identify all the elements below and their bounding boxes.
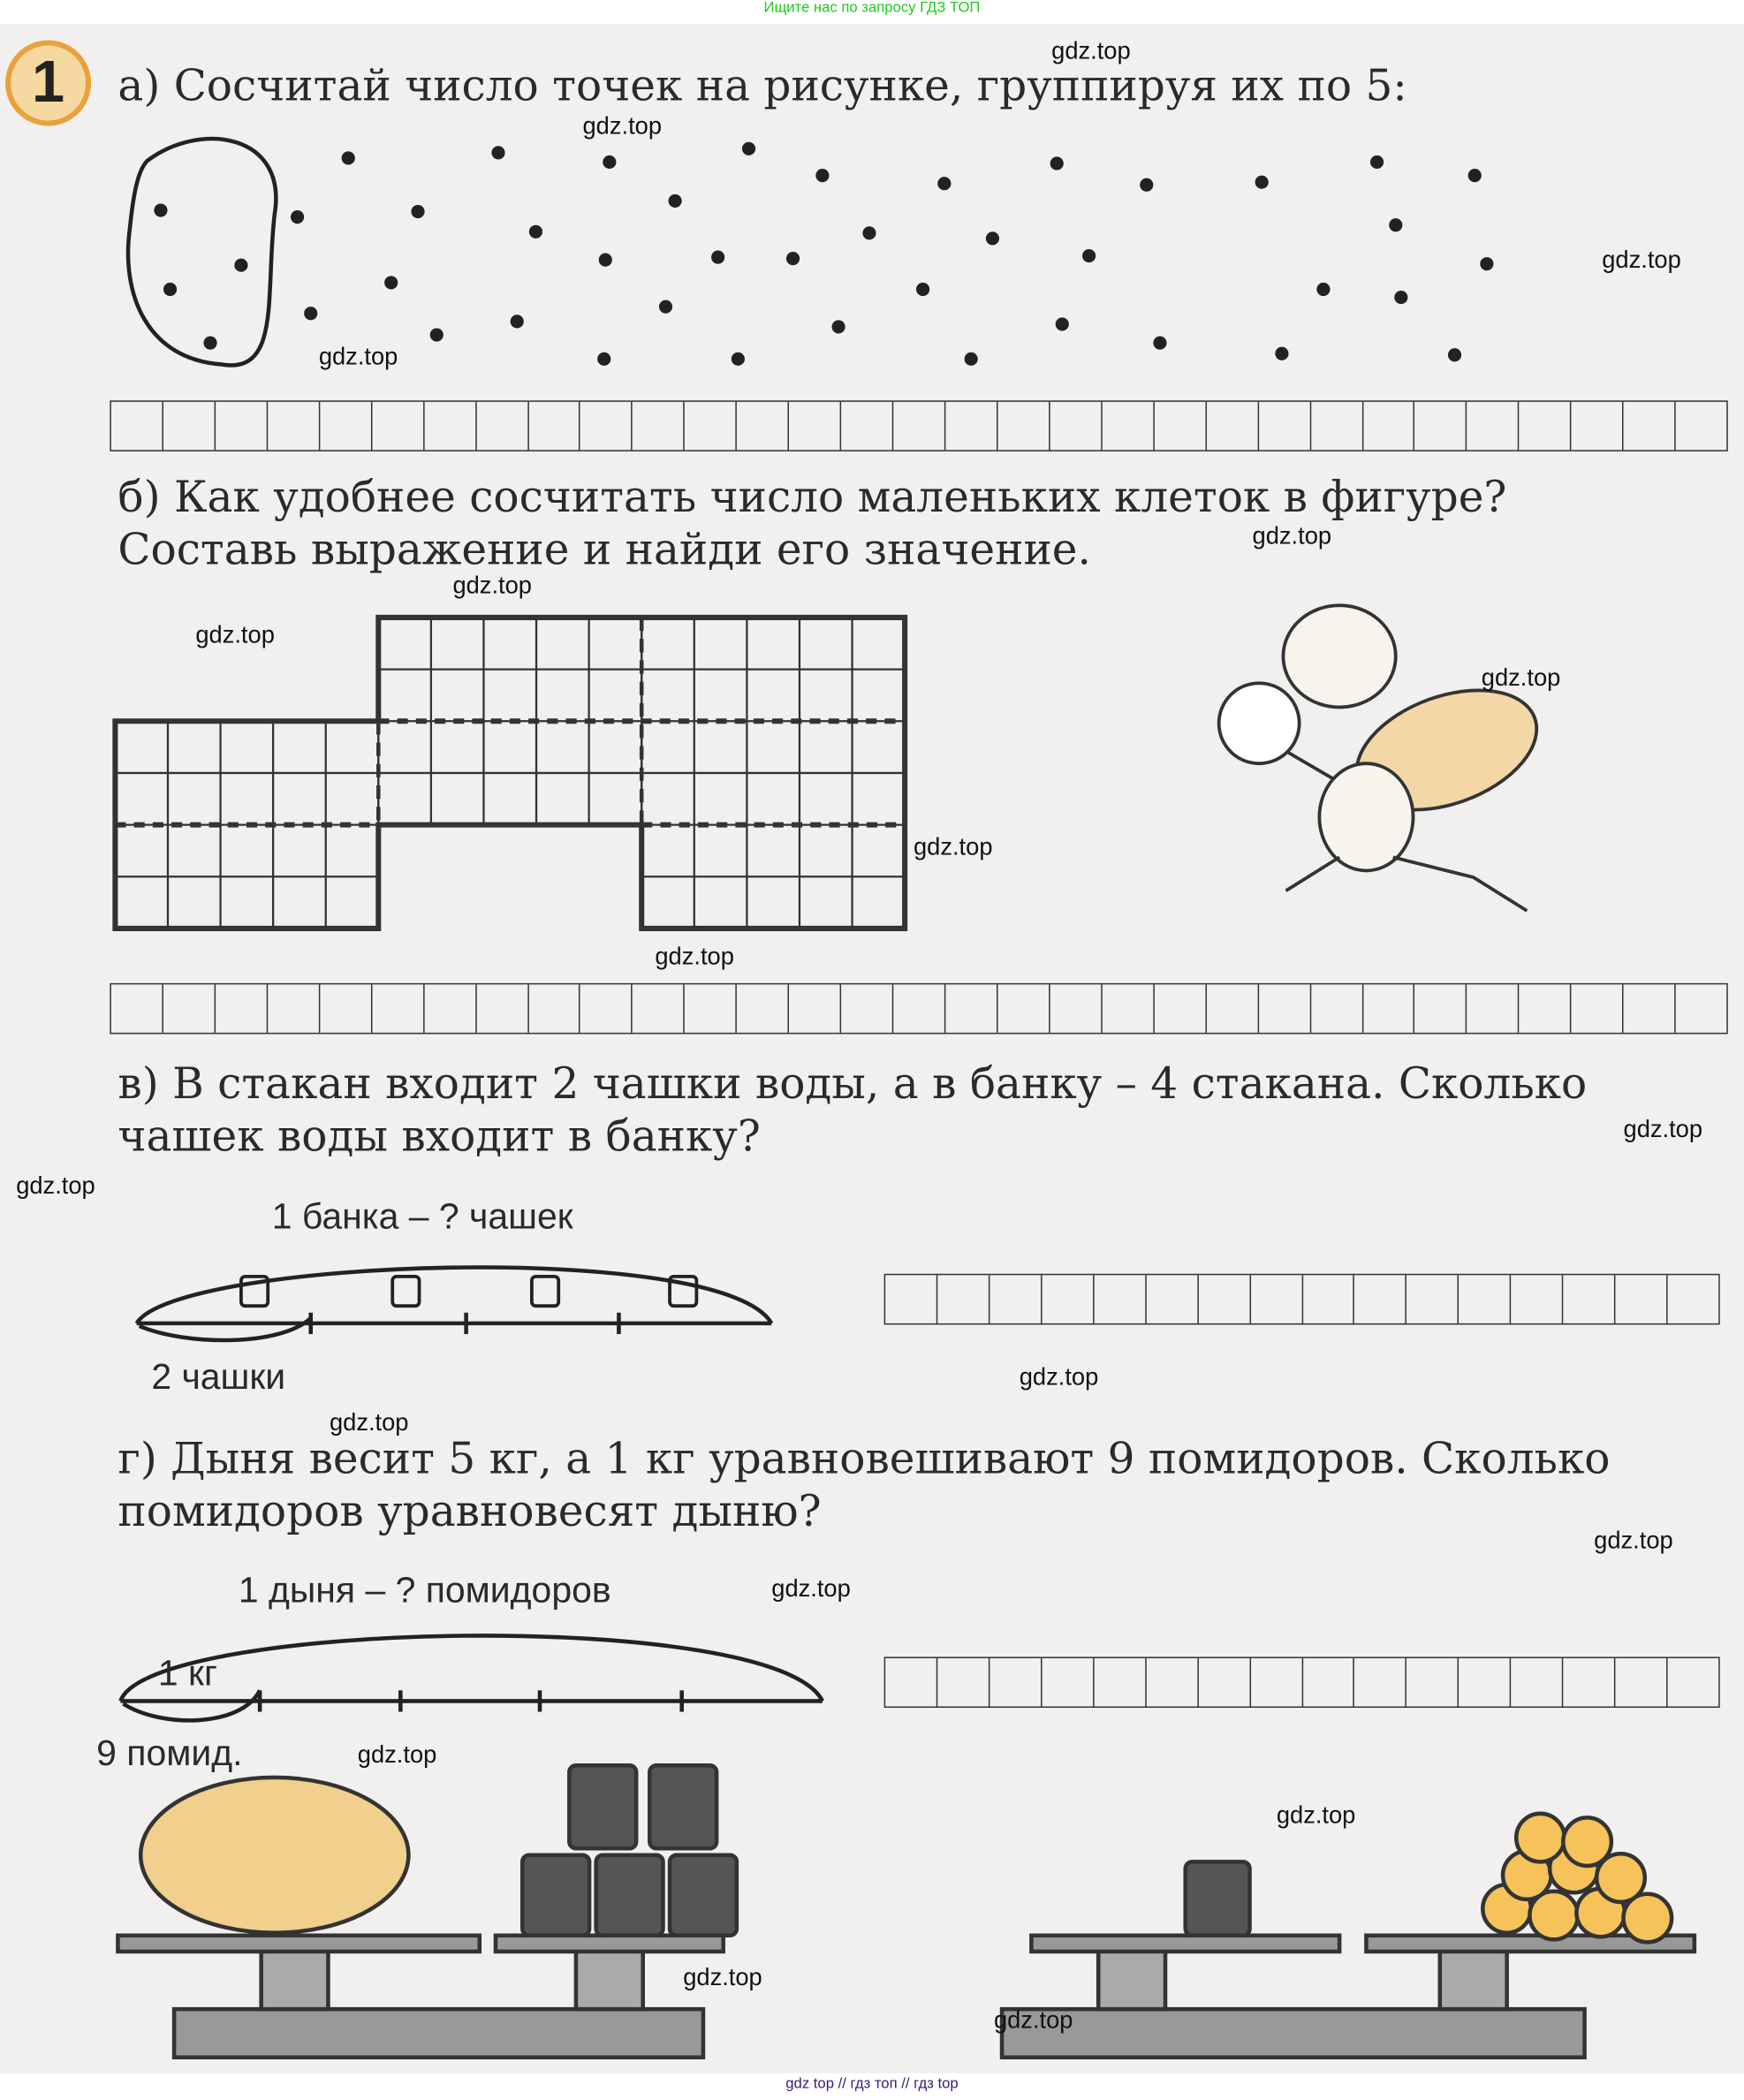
answer-cell[interactable] [1154,984,1206,1033]
melon-diagram-top-label: 1 дыня – ? помидоров [238,1569,611,1611]
answer-cell[interactable] [268,402,320,451]
answer-cell[interactable] [476,984,528,1033]
answer-cell[interactable] [216,984,268,1033]
answer-cell[interactable] [1354,1658,1407,1707]
watermark: gdz.top [16,1171,95,1199]
dots-group [154,142,1493,366]
dot [862,226,876,239]
dot [529,225,542,239]
watermark: gdz.top [357,1740,437,1769]
dot [1468,169,1482,182]
answer-cell[interactable] [1354,1275,1407,1323]
dot [430,328,444,341]
watermark: gdz.top [1051,37,1131,64]
dot [163,283,177,296]
task-a-text: а) Сосчитай число точек на рисунке, группируя их по 5: [118,60,1407,111]
answer-cell[interactable] [1198,1658,1250,1707]
answer-cell[interactable] [1512,1658,1564,1707]
watermark: gdz.top [195,621,275,648]
answer-cell[interactable] [1460,1275,1512,1323]
answer-cell[interactable] [841,402,893,451]
dot [659,300,672,314]
answer-cell[interactable] [528,402,580,451]
answer-cell[interactable] [1460,1658,1512,1707]
answer-cell[interactable] [633,402,685,451]
dot [1140,178,1153,192]
left-scale-illustration [118,1765,736,2058]
dot [234,259,247,272]
answer-cell[interactable] [1207,984,1259,1033]
answer-cell[interactable] [937,1275,990,1323]
tomato [1563,1817,1611,1866]
melon-diagram [120,1635,822,1720]
answer-cell[interactable] [633,984,685,1033]
jar-diagram-top-label: 1 банка – ? чашек [271,1195,573,1237]
answer-cell[interactable] [1668,1658,1719,1707]
answer-cell[interactable] [320,984,372,1033]
answer-cell[interactable] [841,984,893,1033]
answer-cell[interactable] [1094,1658,1146,1707]
dot [1316,283,1330,296]
answer-cell[interactable] [1616,1658,1668,1707]
answer-cell[interactable] [1302,1275,1354,1323]
answer-cell[interactable] [580,984,633,1033]
dot [1056,317,1069,330]
dot [342,151,355,164]
answer-cell[interactable] [1415,984,1467,1033]
task-b-line2: Составь выражение и найди его значение. [118,523,1091,575]
dot [597,353,610,366]
dot [965,353,978,366]
dot [1275,347,1288,360]
answer-cell[interactable] [424,984,476,1033]
answer-cell[interactable] [893,402,945,451]
answer-cell[interactable] [685,984,737,1033]
answer-cell[interactable] [580,402,633,451]
dot [1082,249,1096,262]
answer-cell[interactable] [997,402,1050,451]
dot [786,252,800,265]
dot [154,203,167,216]
answer-cell[interactable] [372,402,424,451]
answer-cell[interactable] [885,1658,937,1707]
answer-cell[interactable] [1311,984,1363,1033]
answer-cell[interactable] [1146,1658,1198,1707]
answer-cell[interactable] [737,984,789,1033]
watermark: gdz.top [1602,246,1681,274]
watermark: gdz.top [1623,1115,1703,1143]
answer-cell[interactable] [1363,402,1415,451]
dot [599,254,612,267]
dot [511,315,524,328]
answer-cell[interactable] [1564,1658,1616,1707]
answer-cell[interactable] [1154,402,1206,451]
dot [711,251,724,264]
answer-cell[interactable] [216,402,268,451]
answer-cell[interactable] [424,402,476,451]
watermark: gdz.top [913,833,993,860]
answer-cell[interactable] [1572,402,1624,451]
dot [1153,337,1166,350]
answer-cells-b[interactable] [110,983,1727,1035]
answer-cell[interactable] [1250,1275,1302,1323]
answer-cell[interactable] [789,402,841,451]
answer-cell[interactable] [1259,984,1311,1033]
jar-diagram-bottom-label: 2 чашки [151,1356,286,1398]
task-d-line1: г) Дыня весит 5 кг, а 1 кг уравновешивают 9 помидоров. Сколько [118,1433,1611,1484]
answer-cell[interactable] [1572,984,1624,1033]
answer-cell[interactable] [372,984,424,1033]
dot [1394,291,1407,304]
watermark: gdz.top [582,112,663,140]
dot [1255,176,1269,189]
answer-cell[interactable] [1311,402,1363,451]
answer-cell[interactable] [1564,1275,1616,1323]
answer-cell[interactable] [737,402,789,451]
watermark: gdz.top [452,572,532,599]
answer-cell[interactable] [1520,402,1572,451]
watermark: gdz.top [683,1963,762,1990]
answer-cell[interactable] [1512,1275,1564,1323]
answer-cell[interactable] [1259,402,1311,451]
watermark: gdz.top [1276,1801,1356,1829]
answer-cell[interactable] [163,984,216,1033]
answer-cell[interactable] [1668,1275,1719,1323]
answer-cell[interactable] [528,984,580,1033]
dot [304,307,317,320]
answer-cell[interactable] [1407,1658,1459,1707]
watermark: gdz.top [318,343,398,370]
dot [203,337,216,350]
answer-cell[interactable] [1050,402,1102,451]
answer-cell[interactable] [1198,1275,1250,1323]
answer-cell[interactable] [1407,1275,1459,1323]
answer-cell[interactable] [990,1658,1042,1707]
answer-cell[interactable] [1094,1275,1146,1323]
watermark: gdz.top [1481,663,1561,692]
answer-cell[interactable] [1676,402,1727,451]
melon-diagram-segment-label: 1 кг [157,1652,217,1694]
right-scale-illustration [1002,1814,1695,2058]
answer-cell[interactable] [945,402,997,451]
answer-cell[interactable] [1467,984,1520,1033]
answer-cell[interactable] [1250,1658,1302,1707]
answer-cell[interactable] [1616,1275,1668,1323]
answer-cell[interactable] [320,402,372,451]
answer-cell[interactable] [1207,402,1259,451]
task-d-line2: помидоров уравновесят дыню? [118,1485,822,1536]
answer-cells-c[interactable] [884,1274,1720,1325]
dot [742,142,755,155]
answer-cells-d[interactable] [884,1656,1720,1708]
task-c-line1: в) В стакан входит 2 чашки воды, а в банку – 4 стакана. Сколько [118,1058,1588,1110]
watermark: gdz.top [1019,1363,1099,1391]
dot [1370,155,1384,169]
answer-cell[interactable] [1415,402,1467,451]
watermark: gdz.top [655,943,734,970]
answer-cell[interactable] [1050,984,1102,1033]
answer-cell[interactable] [945,984,997,1033]
dot [1480,257,1493,270]
tomato [1516,1814,1565,1862]
answer-cell[interactable] [1042,1275,1094,1323]
dot [384,276,398,289]
jar-diagram [137,1268,772,1340]
bottom-note: gdz top // гдз топ // гдз top [785,2075,959,2093]
answer-cell[interactable] [1467,402,1520,451]
watermark: gdz.top [329,1408,409,1437]
task-b-line1: б) Как удобнее сосчитать число маленьких клеток в фигуре? [118,471,1507,523]
dot [986,231,999,245]
answer-cell[interactable] [1102,984,1154,1033]
dot [916,283,929,296]
answer-cell[interactable] [1102,402,1154,451]
answer-cell[interactable] [1146,1275,1198,1323]
dot [411,205,424,218]
exercise-number-badge: 1 [5,40,91,125]
dot [491,146,504,159]
answer-cell[interactable] [1520,984,1572,1033]
answer-cell[interactable] [990,1275,1042,1323]
dot [669,194,682,208]
grouping-loop [128,139,276,365]
watermark: gdz.top [1594,1527,1673,1554]
answer-cells-a[interactable] [110,400,1727,451]
answer-cell[interactable] [1302,1658,1354,1707]
task-c-line2: чашек воды входит в банку? [118,1110,761,1162]
answer-cell[interactable] [111,984,163,1033]
watermark: gdz.top [771,1574,851,1603]
answer-cell[interactable] [1042,1658,1094,1707]
dot [1448,348,1461,361]
dot [1050,156,1064,170]
answer-cell[interactable] [111,402,163,451]
dot [831,320,845,333]
answer-cell[interactable] [1624,402,1676,451]
answer-cell[interactable] [937,1658,990,1707]
answer-cell[interactable] [1676,984,1727,1033]
dot [815,169,829,182]
watermark: gdz.top [1252,522,1332,550]
dot [732,353,745,366]
dot [937,177,951,190]
answer-cell[interactable] [163,402,216,451]
answer-cell[interactable] [997,984,1050,1033]
dot [603,155,616,169]
melon-diagram-bottom-label: 9 помид. [96,1732,243,1774]
watermark: gdz.top [993,2006,1073,2034]
dot [291,210,304,224]
dot [1389,218,1402,231]
answer-cell[interactable] [1624,984,1676,1033]
top-note: Ищите нас по запросу ГДЗ ТОП [763,0,981,17]
answer-cell[interactable] [885,1275,937,1323]
cell-figure [115,618,905,929]
answer-cell[interactable] [476,402,528,451]
answer-cell[interactable] [685,402,737,451]
bee-with-magnifier-illustration [1219,605,1553,911]
answer-cell[interactable] [789,984,841,1033]
answer-cell[interactable] [1363,984,1415,1033]
answer-cell[interactable] [893,984,945,1033]
answer-cell[interactable] [268,984,320,1033]
